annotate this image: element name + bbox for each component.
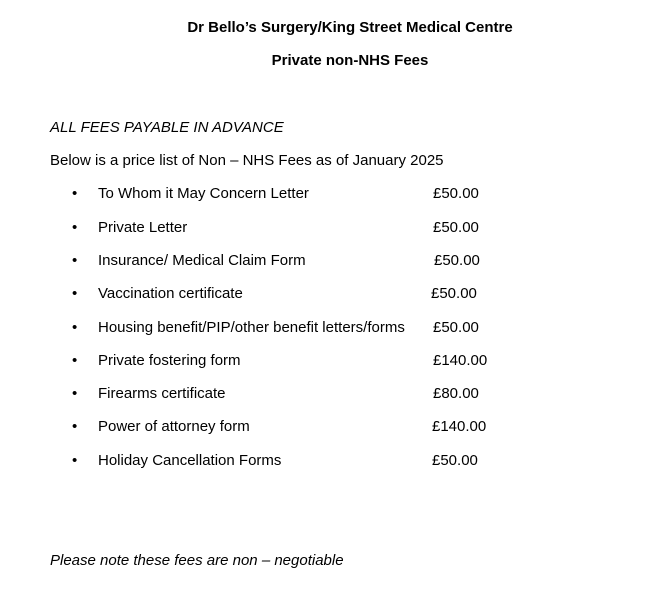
fee-price: £140.00	[432, 418, 487, 435]
fee-item	[0, 251, 670, 273]
fee-price: £50.00	[432, 452, 478, 469]
fee-name: To Whom it May Concern Letter	[98, 185, 309, 202]
bullet-icon: •	[72, 452, 78, 469]
document-subtitle: Private non-NHS Fees	[271, 52, 429, 69]
fee-name: Private Letter	[98, 219, 188, 236]
fee-name: Vaccination certificate	[98, 285, 243, 302]
fee-item	[0, 351, 670, 373]
fee-item	[0, 218, 670, 240]
bullet-icon: •	[72, 418, 78, 435]
fee-name: Firearms certificate	[98, 385, 226, 402]
fee-price: £50.00	[431, 285, 477, 302]
fee-item	[0, 184, 670, 206]
fee-item	[0, 284, 670, 306]
fee-item	[0, 318, 670, 340]
fee-price: £80.00	[433, 385, 479, 402]
non-negotiable-note: Please note these fees are non – negotiable	[50, 552, 344, 569]
bullet-icon: •	[72, 252, 78, 269]
advance-payment-notice: ALL FEES PAYABLE IN ADVANCE	[50, 119, 284, 136]
bullet-icon: •	[72, 185, 78, 202]
fee-name: Private fostering form	[98, 352, 241, 369]
fee-item	[0, 417, 670, 439]
bullet-icon: •	[72, 319, 78, 336]
fee-name: Power of attorney form	[98, 418, 250, 435]
fee-price: £140.00	[433, 352, 488, 369]
fee-item	[0, 451, 670, 473]
fee-item	[0, 384, 670, 406]
bullet-icon: •	[72, 285, 78, 302]
fee-price: £50.00	[433, 319, 479, 336]
bullet-icon: •	[72, 352, 78, 369]
bullet-icon: •	[72, 219, 78, 236]
fee-name: Insurance/ Medical Claim Form	[98, 252, 306, 269]
document-title: Dr Bello’s Surgery/King Street Medical Centre	[187, 19, 513, 36]
fee-price: £50.00	[433, 185, 479, 202]
fee-price: £50.00	[433, 219, 479, 236]
fee-name: Housing benefit/PIP/other benefit letters/forms	[98, 319, 405, 336]
bullet-icon: •	[72, 385, 78, 402]
fee-price: £50.00	[434, 252, 480, 269]
fee-name: Holiday Cancellation Forms	[98, 452, 282, 469]
price-list-intro: Below is a price list of Non – NHS Fees as of January 2025	[50, 152, 444, 169]
